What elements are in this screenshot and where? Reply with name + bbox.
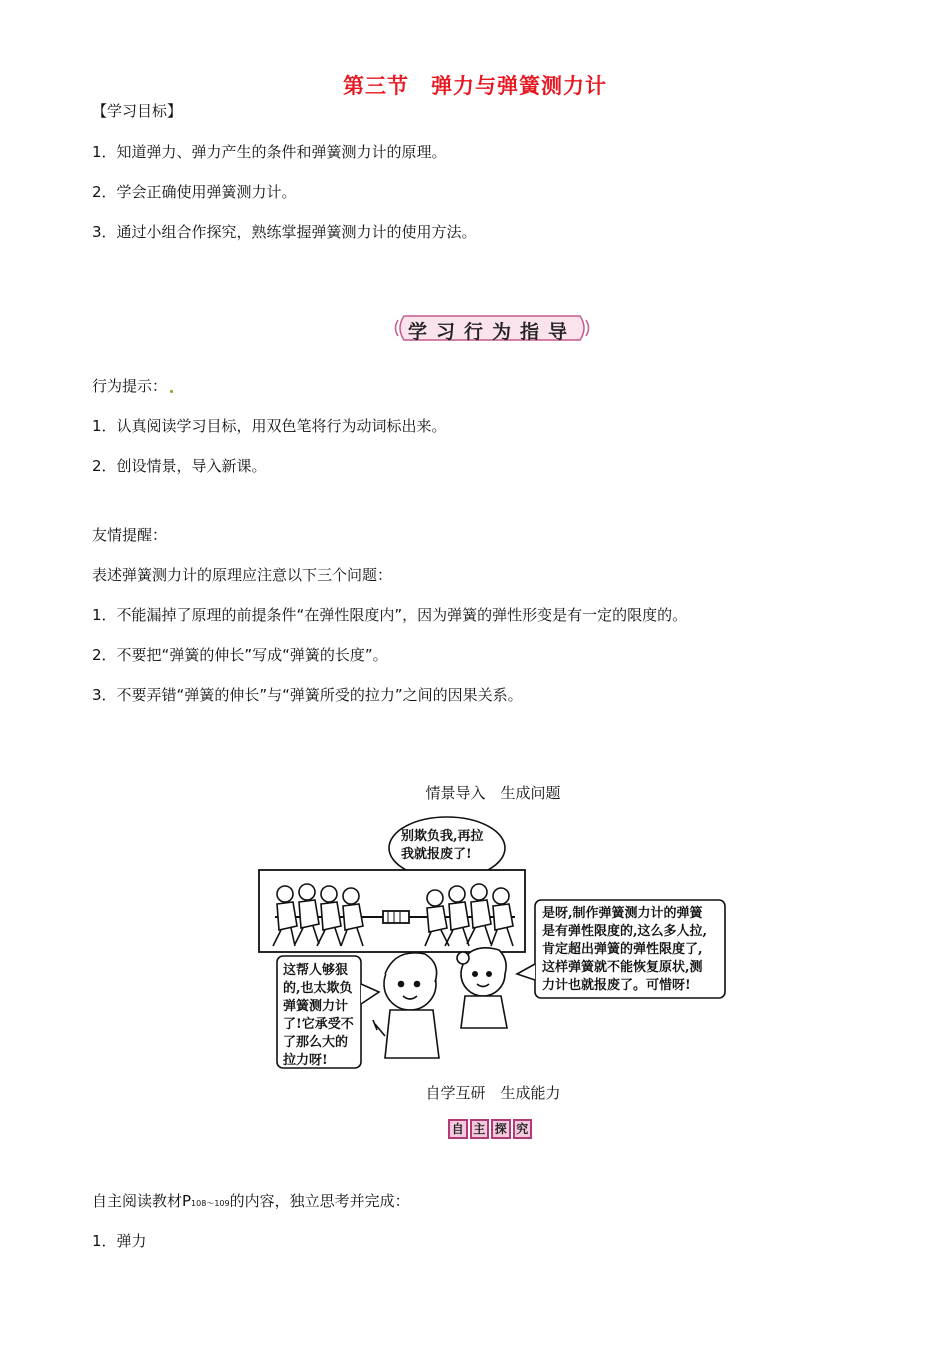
badge-char: 探 <box>491 1119 511 1139</box>
reminder-intro: 表述弹簧测力计的原理应注意以下三个问题： <box>92 566 393 584</box>
banner-label: 学习行为指导 <box>407 321 576 343</box>
section-item: 1．弹力 <box>92 1232 147 1250</box>
behavior-item: 1．认真阅读学习目标，用双色笔将行为动词标出来。 <box>92 417 447 435</box>
objective-item: 2．学会正确使用弹簧测力计。 <box>92 183 297 201</box>
reading-instruction: 自主阅读教材P108～109的内容，独立思考并完成： <box>92 1192 410 1210</box>
reminder-item: 3．不要弄错“弹簧的伸长”与“弹簧所受的拉力”之间的因果关系。 <box>92 686 523 704</box>
badge-char: 自 <box>448 1119 468 1139</box>
behavior-item: 2．创设情景，导入新课。 <box>92 457 267 475</box>
reminder-item: 2．不要把“弹簧的伸长”写成“弹簧的长度”。 <box>92 646 388 664</box>
bubble-top: 别欺负我,再拉 我就报废了! <box>401 829 484 862</box>
section-banner <box>392 312 592 344</box>
objective-item: 1．知道弹力、弹力产生的条件和弹簧测力计的原理。 <box>92 143 447 161</box>
badge-char: 究 <box>513 1119 533 1139</box>
page-title: 第三节 弹力与弹簧测力计 <box>343 74 607 98</box>
self-explore-badge <box>448 1119 532 1139</box>
bubble-left: 这帮人够狠 的,也太欺负 弹簧测力计 了!它承受不 了那么大的 拉力呀! <box>283 963 354 1068</box>
bubble-right: 是呀,制作弹簧测力计的弹簧 是有弹性限度的,这么多人拉, 肯定超出弹簧的弹性限度了, 这样弹簧就不能恢复原状,测 力计也就报废了。可惜呀! <box>542 906 708 993</box>
self-study-caption: 自学互研 生成能力 <box>425 1084 561 1102</box>
scene-caption: 情景导入 生成问题 <box>425 784 561 802</box>
reminder-heading: 友情提醒： <box>92 526 168 544</box>
objective-item: 3．通过小组合作探究，熟练掌握弹簧测力计的使用方法。 <box>92 223 477 241</box>
dot-mark-icon <box>170 390 173 393</box>
behavior-heading: 行为提示： <box>92 376 173 396</box>
badge-char: 主 <box>470 1119 490 1139</box>
reminder-item: 1．不能漏掉了原理的前提条件“在弹性限度内”，因为弹簧的弹性形变是有一定的限度的。 <box>92 606 688 624</box>
objectives-heading: 【学习目标】 <box>92 102 183 120</box>
